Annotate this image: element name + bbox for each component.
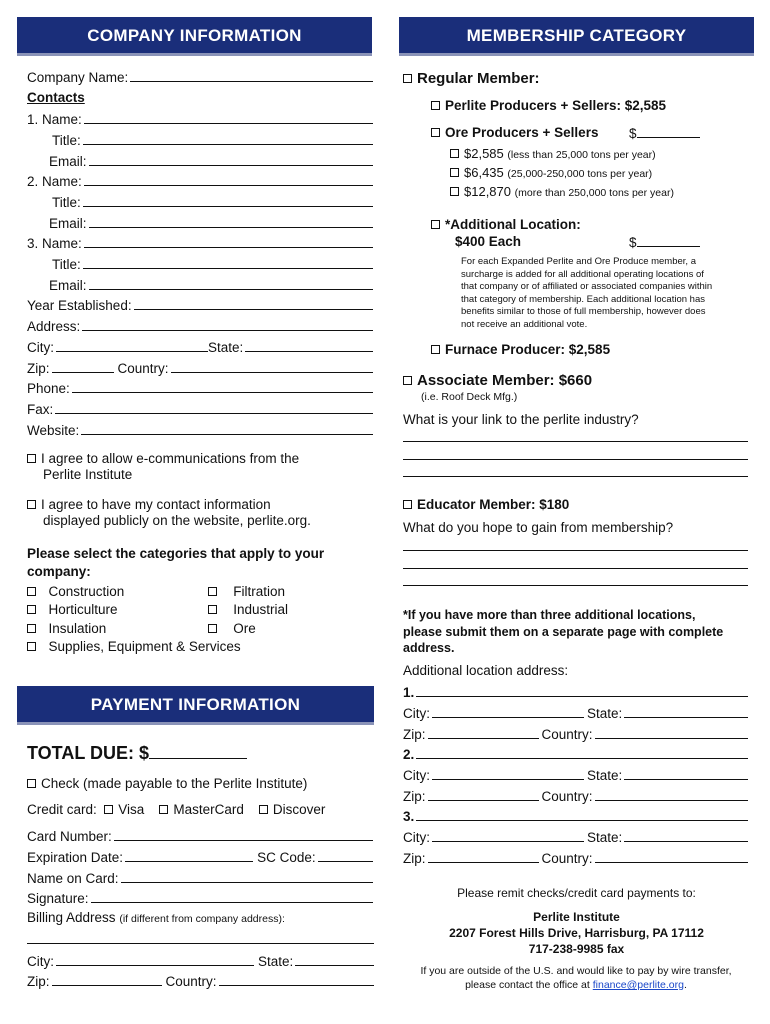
- location3-address-input[interactable]: [416, 807, 748, 821]
- phone-input[interactable]: [72, 379, 373, 393]
- city-input[interactable]: [56, 338, 208, 352]
- location1-address-field[interactable]: [403, 682, 748, 700]
- category-horticulture[interactable]: [27, 602, 118, 617]
- year-established-label: Year Established:: [27, 298, 132, 313]
- contact1-title-input[interactable]: [83, 131, 373, 145]
- categories-heading-1: Please select the categories that apply to your: [27, 546, 325, 561]
- signature-label: Signature:: [27, 891, 89, 906]
- billing-zip-label: Zip:: [27, 974, 50, 989]
- checkbox[interactable]: [208, 605, 217, 614]
- gain-question: What do you hope to gain from membership?: [403, 520, 674, 535]
- location2-address-field[interactable]: [403, 744, 748, 762]
- educator-member-label: Educator Member: $180: [417, 497, 570, 512]
- website-field[interactable]: [27, 420, 373, 438]
- billing-address-label: [27, 910, 285, 925]
- checkbox[interactable]: [27, 587, 36, 596]
- location1-city-label: City:: [403, 706, 430, 721]
- contact3-email-label: Email:: [49, 278, 87, 293]
- gain-answer-line[interactable]: [403, 550, 748, 551]
- contact1-email-field[interactable]: [49, 151, 373, 169]
- category-construction[interactable]: [27, 584, 124, 599]
- location2-country-input[interactable]: [595, 787, 748, 801]
- ecomm-text-2: Perlite Institute: [43, 467, 133, 482]
- wire-line-1: If you are outside of the U.S. and would like to pay by wire transfer,: [420, 965, 732, 977]
- dollar-sign: $: [629, 126, 637, 141]
- surcharge-line: not receive an additional vote.: [461, 318, 588, 330]
- ore-tier-3[interactable]: [450, 184, 674, 199]
- additional-location-price: $400 Each: [455, 234, 522, 249]
- billing-address-note: (if different from company address):: [119, 913, 285, 925]
- ore-producers-amount-input[interactable]: [637, 125, 700, 138]
- billing-address-input[interactable]: [27, 943, 374, 944]
- remit-text: Please remit checks/credit card payments to:: [457, 886, 696, 900]
- furnace-producer-checkbox[interactable]: [431, 345, 440, 354]
- total-due[interactable]: [27, 742, 247, 764]
- location1-zip-country-row[interactable]: [403, 724, 748, 742]
- company-information-header: [17, 17, 372, 56]
- contact1-email-label: Email:: [49, 154, 87, 169]
- contact2-email-input[interactable]: [89, 214, 373, 228]
- total-due-label: TOTAL DUE: $: [27, 743, 150, 763]
- state-input[interactable]: [245, 338, 373, 352]
- furnace-producer-option[interactable]: [431, 342, 610, 357]
- wire-transfer-note: [396, 964, 756, 992]
- contact2-email-field[interactable]: [49, 213, 373, 231]
- country-input[interactable]: [171, 359, 373, 373]
- dollar-sign: $: [629, 235, 637, 250]
- credit-card-label: Credit card:: [27, 802, 97, 817]
- category-label: Industrial: [233, 602, 289, 617]
- educator-member-option[interactable]: [403, 497, 569, 512]
- location1-state-label: State:: [587, 706, 623, 721]
- finance-email-link[interactable]: finance@perlite.org: [592, 979, 684, 991]
- website-label: Website:: [27, 423, 80, 438]
- location2-address-input[interactable]: [416, 745, 748, 759]
- signature-field[interactable]: [27, 888, 373, 906]
- contact2-title-field[interactable]: [52, 192, 373, 210]
- link-answer-line[interactable]: [403, 459, 748, 460]
- more-locations-line: please submit them on a separate page with complete: [403, 624, 724, 639]
- expiration-input[interactable]: [125, 848, 253, 862]
- ecomm-text-1: I agree to allow e-communications from the: [41, 451, 300, 466]
- contact1-title-field[interactable]: [52, 130, 373, 148]
- billing-zip-country-row[interactable]: [27, 971, 374, 989]
- link-answer-line[interactable]: [403, 441, 748, 442]
- location3-city-label: City:: [403, 830, 430, 845]
- contact3-email-field[interactable]: [49, 275, 373, 293]
- category-filtration[interactable]: [208, 584, 285, 599]
- ore-producers-amount[interactable]: [629, 125, 700, 141]
- checkbox[interactable]: [27, 605, 36, 614]
- wire-line-2: [396, 978, 756, 992]
- fax-field[interactable]: [27, 399, 373, 417]
- contact1-name-field[interactable]: [27, 109, 373, 127]
- state-label: State:: [208, 340, 244, 355]
- company-name-input[interactable]: [130, 68, 373, 82]
- surcharge-line: surcharge is added for all additional operating locations of: [461, 268, 704, 280]
- additional-location-option[interactable]: [431, 217, 581, 232]
- location3-address-field[interactable]: [403, 806, 748, 824]
- surcharge-note: [461, 256, 712, 331]
- associate-member-label: Associate Member: $660: [417, 372, 593, 389]
- contact2-name-input[interactable]: [84, 172, 373, 186]
- location2-country-label: Country:: [541, 789, 593, 804]
- location2-state-input[interactable]: [624, 766, 748, 780]
- location1-label: 1.: [403, 685, 415, 700]
- address-label: Address:: [27, 319, 81, 334]
- phone-field[interactable]: [27, 378, 373, 396]
- discover-checkbox[interactable]: [259, 805, 268, 814]
- location3-zip-country-row[interactable]: [403, 848, 748, 866]
- ore-tier-2[interactable]: [450, 165, 652, 180]
- city-state-row[interactable]: [27, 337, 373, 355]
- category-label: Filtration: [233, 584, 286, 599]
- surcharge-line: benefits similar to those of full membership, however does: [461, 306, 706, 317]
- category-ore[interactable]: [208, 621, 256, 636]
- surcharge-line: For each Expanded Perlite and Ore Produce member, a: [461, 256, 696, 267]
- location1-city-state-row[interactable]: [403, 703, 748, 721]
- checkbox[interactable]: [27, 624, 36, 633]
- ore-tier-3-amount: $12,870: [464, 184, 511, 199]
- categories-heading-2: company:: [27, 564, 91, 579]
- ore-tier-1-checkbox[interactable]: [450, 149, 459, 158]
- additional-location-checkbox[interactable]: [431, 220, 440, 229]
- card-number-label: Card Number:: [27, 829, 112, 844]
- ore-tier-1-note: (less than 25,000 tons per year): [507, 149, 656, 161]
- location1-zip-input[interactable]: [428, 725, 539, 739]
- link-question: What is your link to the perlite industry?: [403, 412, 639, 427]
- ore-tier-3-checkbox[interactable]: [450, 187, 459, 196]
- educator-member-checkbox[interactable]: [403, 500, 412, 509]
- contact2-title-label: Title:: [52, 195, 81, 210]
- more-locations-line: *If you have more than three additional locations,: [403, 608, 696, 622]
- org-name: Perlite Institute: [533, 910, 620, 924]
- contact3-name-field[interactable]: [27, 233, 373, 251]
- billing-city-input[interactable]: [56, 952, 254, 966]
- surcharge-line: that category of membership. Each additional location has: [461, 293, 705, 305]
- contact1-email-input[interactable]: [89, 152, 373, 166]
- more-locations-line: address.: [403, 641, 455, 655]
- name-on-card-input[interactable]: [121, 869, 373, 883]
- billing-zip-input[interactable]: [52, 972, 162, 986]
- regular-member-option[interactable]: [403, 70, 540, 87]
- associate-member-checkbox[interactable]: [403, 376, 412, 385]
- contact3-name-label: 3. Name:: [27, 236, 82, 251]
- contact3-email-input[interactable]: [89, 276, 373, 290]
- expiration-label: Expiration Date:: [27, 850, 124, 865]
- link-answer-line[interactable]: [403, 476, 748, 477]
- category-supplies[interactable]: [27, 639, 241, 654]
- check-label: Check (made payable to the Perlite Institute): [41, 776, 308, 791]
- billing-state-label: State:: [258, 954, 294, 969]
- payment-information-header: [17, 686, 374, 725]
- wire-text: please contact the office at: [465, 979, 590, 991]
- contact1-name-input[interactable]: [84, 110, 373, 124]
- perlite-producers-checkbox[interactable]: [431, 101, 440, 110]
- surcharge-line: that company or of affiliated or associated companies within: [461, 281, 713, 292]
- company-information-title: COMPANY INFORMATION: [87, 26, 302, 45]
- public-checkbox[interactable]: [27, 500, 36, 509]
- category-label: Ore: [233, 621, 256, 636]
- country-label: Country:: [117, 361, 169, 376]
- checkbox[interactable]: [208, 587, 217, 596]
- contact2-email-label: Email:: [49, 216, 87, 231]
- category-insulation[interactable]: [27, 621, 106, 636]
- address-input[interactable]: [82, 317, 373, 331]
- location3-state-input[interactable]: [624, 828, 748, 842]
- contact2-name-field[interactable]: [27, 171, 373, 189]
- checkbox[interactable]: [27, 642, 36, 651]
- contact1-title-label: Title:: [52, 133, 81, 148]
- location3-zip-label: Zip:: [403, 851, 426, 866]
- location2-zip-label: Zip:: [403, 789, 426, 804]
- billing-city-label: City:: [27, 954, 54, 969]
- name-on-card-label: Name on Card:: [27, 871, 119, 886]
- zip-label: Zip:: [27, 361, 50, 376]
- mastercard-checkbox[interactable]: [159, 805, 168, 814]
- ore-tier-2-checkbox[interactable]: [450, 168, 459, 177]
- sc-code-input[interactable]: [318, 848, 373, 862]
- sc-code-label: SC Code:: [257, 850, 316, 865]
- category-label: Horticulture: [48, 602, 118, 617]
- discover-label: Discover: [272, 802, 326, 817]
- city-label: City:: [27, 340, 54, 355]
- fax-input[interactable]: [55, 400, 373, 414]
- location3-label: 3.: [403, 809, 415, 824]
- org-fax: 717-238-9985 fax: [528, 942, 625, 956]
- card-number-field[interactable]: [27, 826, 373, 844]
- regular-member-checkbox[interactable]: [403, 74, 412, 83]
- membership-category-title: MEMBERSHIP CATEGORY: [466, 26, 687, 45]
- additional-address-label: Additional location address:: [403, 663, 569, 678]
- location3-country-label: Country:: [541, 851, 593, 866]
- billing-address-text: Billing Address: [27, 910, 116, 925]
- gain-answer-line[interactable]: [403, 568, 748, 569]
- contact3-title-label: Title:: [52, 257, 81, 272]
- check-option[interactable]: [27, 776, 307, 791]
- location2-zip-country-row[interactable]: [403, 786, 748, 804]
- category-label: Construction: [48, 584, 125, 599]
- category-industrial[interactable]: [208, 602, 288, 617]
- category-label: Supplies, Equipment & Services: [48, 639, 241, 654]
- location1-country-label: Country:: [541, 727, 593, 742]
- ore-tier-2-amount: $6,435: [464, 165, 504, 180]
- billing-state-input[interactable]: [295, 952, 374, 966]
- ore-producers-option[interactable]: [431, 125, 598, 140]
- location2-state-label: State:: [587, 768, 623, 783]
- location3-country-input[interactable]: [595, 849, 748, 863]
- check-checkbox[interactable]: [27, 779, 36, 788]
- contact1-name-label: 1. Name:: [27, 112, 82, 127]
- perlite-producers-label: Perlite Producers + Sellers: $2,585: [445, 98, 667, 113]
- additional-location-amount-input[interactable]: [637, 234, 700, 247]
- more-locations-note: [403, 607, 723, 657]
- contact2-name-label: 2. Name:: [27, 174, 82, 189]
- location2-city-label: City:: [403, 768, 430, 783]
- zip-country-row[interactable]: [27, 358, 373, 376]
- location1-country-input[interactable]: [595, 725, 748, 739]
- billing-country-input[interactable]: [219, 972, 374, 986]
- location1-state-input[interactable]: [624, 704, 748, 718]
- ecomm-consent[interactable]: [27, 451, 299, 466]
- additional-location-label: *Additional Location:: [445, 217, 581, 232]
- total-due-input[interactable]: [149, 742, 247, 759]
- ore-producers-checkbox[interactable]: [431, 128, 440, 137]
- wire-period: .: [683, 979, 687, 991]
- credit-card-row: [27, 802, 325, 817]
- signature-input[interactable]: [91, 889, 373, 903]
- billing-country-label: Country:: [165, 974, 217, 989]
- expiration-sc-row[interactable]: [27, 847, 373, 865]
- checkbox[interactable]: [208, 624, 217, 633]
- location3-zip-input[interactable]: [428, 849, 539, 863]
- fax-label: Fax:: [27, 402, 54, 417]
- ecomm-checkbox[interactable]: [27, 454, 36, 463]
- additional-location-amount[interactable]: [629, 234, 700, 250]
- associate-member-option[interactable]: [403, 372, 592, 389]
- associate-member-note: (i.e. Roof Deck Mfg.): [421, 391, 518, 403]
- company-name-label: Company Name:: [27, 70, 129, 85]
- year-established-input[interactable]: [134, 296, 373, 310]
- payment-information-title: PAYMENT INFORMATION: [90, 695, 301, 714]
- name-on-card-field[interactable]: [27, 868, 373, 886]
- location1-zip-label: Zip:: [403, 727, 426, 742]
- card-number-input[interactable]: [114, 827, 373, 841]
- visa-label: Visa: [118, 802, 145, 817]
- perlite-producers-option[interactable]: [431, 98, 666, 113]
- gain-answer-line[interactable]: [403, 585, 748, 586]
- phone-label: Phone:: [27, 381, 70, 396]
- location1-address-input[interactable]: [416, 683, 748, 697]
- org-address: 2207 Forest Hills Drive, Harrisburg, PA 17112: [449, 926, 704, 940]
- address-field[interactable]: [27, 316, 373, 334]
- remit-block: [399, 886, 754, 957]
- location3-city-state-row[interactable]: [403, 827, 748, 845]
- location3-city-input[interactable]: [432, 828, 584, 842]
- location2-city-input[interactable]: [432, 766, 584, 780]
- visa-checkbox[interactable]: [104, 805, 113, 814]
- billing-city-state-row[interactable]: [27, 951, 374, 969]
- contact2-title-input[interactable]: [83, 193, 373, 207]
- ore-tier-1[interactable]: [450, 146, 656, 161]
- year-established-field[interactable]: [27, 295, 373, 313]
- website-input[interactable]: [81, 421, 373, 435]
- location3-state-label: State:: [587, 830, 623, 845]
- ore-producers-label: Ore Producers + Sellers: [445, 125, 599, 140]
- category-label: Insulation: [48, 621, 107, 636]
- ore-tier-1-amount: $2,585: [464, 146, 504, 161]
- contacts-heading: Contacts: [27, 90, 85, 105]
- contact3-title-input[interactable]: [83, 255, 373, 269]
- mastercard-label: MasterCard: [173, 802, 244, 817]
- furnace-producer-label: Furnace Producer: $2,585: [445, 342, 611, 357]
- public-text-1: I agree to have my contact information: [41, 497, 271, 512]
- public-text-2: displayed publicly on the website, perlite.org.: [43, 513, 311, 528]
- contact3-title-field[interactable]: [52, 254, 373, 272]
- membership-category-header: [399, 17, 754, 56]
- location2-city-state-row[interactable]: [403, 765, 748, 783]
- company-name-field[interactable]: [27, 67, 373, 85]
- ore-tier-2-note: (25,000-250,000 tons per year): [507, 168, 653, 180]
- contact3-name-input[interactable]: [84, 234, 373, 248]
- regular-member-label: Regular Member:: [417, 70, 540, 87]
- ore-tier-3-note: (more than 250,000 tons per year): [514, 187, 674, 199]
- location1-city-input[interactable]: [432, 704, 584, 718]
- location2-zip-input[interactable]: [428, 787, 539, 801]
- public-consent[interactable]: [27, 497, 271, 512]
- location2-label: 2.: [403, 747, 415, 762]
- zip-input[interactable]: [52, 359, 114, 373]
